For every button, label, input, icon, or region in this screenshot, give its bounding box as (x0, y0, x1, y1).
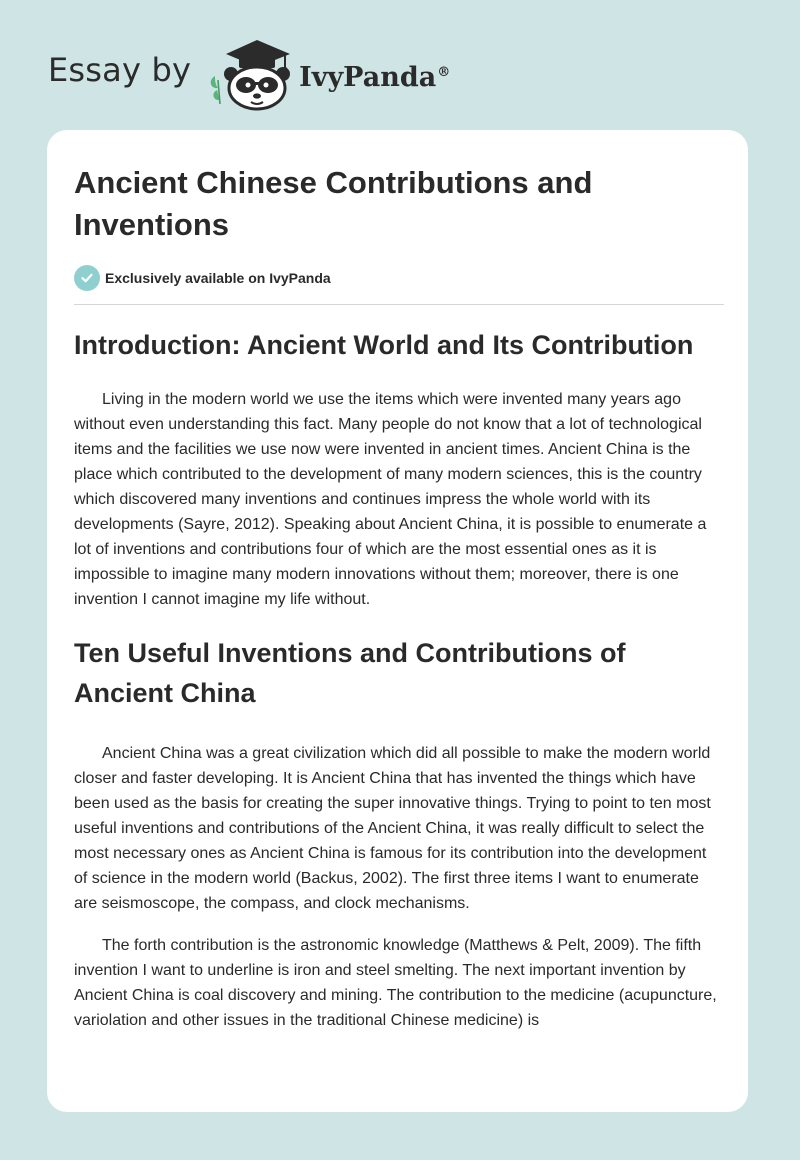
section-heading-inventions: Ten Useful Inventions and Contributions of Ancient China (74, 638, 626, 708)
essay-content (74, 162, 724, 1033)
paragraph: Ancient China was a great civilization which did all possible to make the modern world closer and faster developing. It is Ancient China that has invented the things which have been used as the basis for creating the super innovative things. Trying to point to ten most useful inventions and contributions of the Ancient China, it was really difficult to select the most necessary ones as Ancient China is famous for its contribution into the development of science in the modern world (Backus, 2002). The first three items I want to enumerate are seismoscope, the compass, and clock mechanisms. (74, 745, 711, 912)
exclusive-badge (74, 264, 724, 292)
registered-mark: ® (437, 64, 451, 80)
essay-title: Ancient Chinese Contributions and Inventions (74, 165, 593, 242)
site-header (48, 34, 450, 114)
paragraph: Living in the modern world we use the items which were invented many years ago without even understanding this fact. Many people do not know that a lot of technological items and the facilities we use now were invented in ancient times. Ancient China is the place which contributed to the development of many modern sciences, this is the country which discovered many inventions and continues impress the whole world with its developments (Sayre, 2012). Speaking about Ancient China, it is possible to enumerate a lot of inventions and contributions four of which are the most essential ones as it is impossible to imagine many modern innovations without them; moreover, there is one invention I cannot imagine my life without. (74, 391, 707, 608)
check-icon (74, 265, 100, 291)
essay-card (47, 130, 748, 1112)
essay-by-label: Essay by (48, 51, 192, 89)
section-heading-introduction: Introduction: Ancient World and Its Contribution (74, 330, 694, 360)
ivypanda-logo-icon[interactable] (205, 36, 295, 112)
brand-name: IvyPanda® (299, 61, 451, 93)
title-divider (74, 304, 724, 305)
paragraph: The forth contribution is the astronomic knowledge (Matthews & Pelt, 2009). The fifth invention I want to underline is iron and steel smelting. The next important invention by Ancient China is coal discovery and mining. The contribution to the medicine (acupuncture, variolation and other issues in the traditional Chinese medicine) is (74, 937, 717, 1029)
exclusive-label: Exclusively available on IvyPanda (105, 270, 331, 286)
